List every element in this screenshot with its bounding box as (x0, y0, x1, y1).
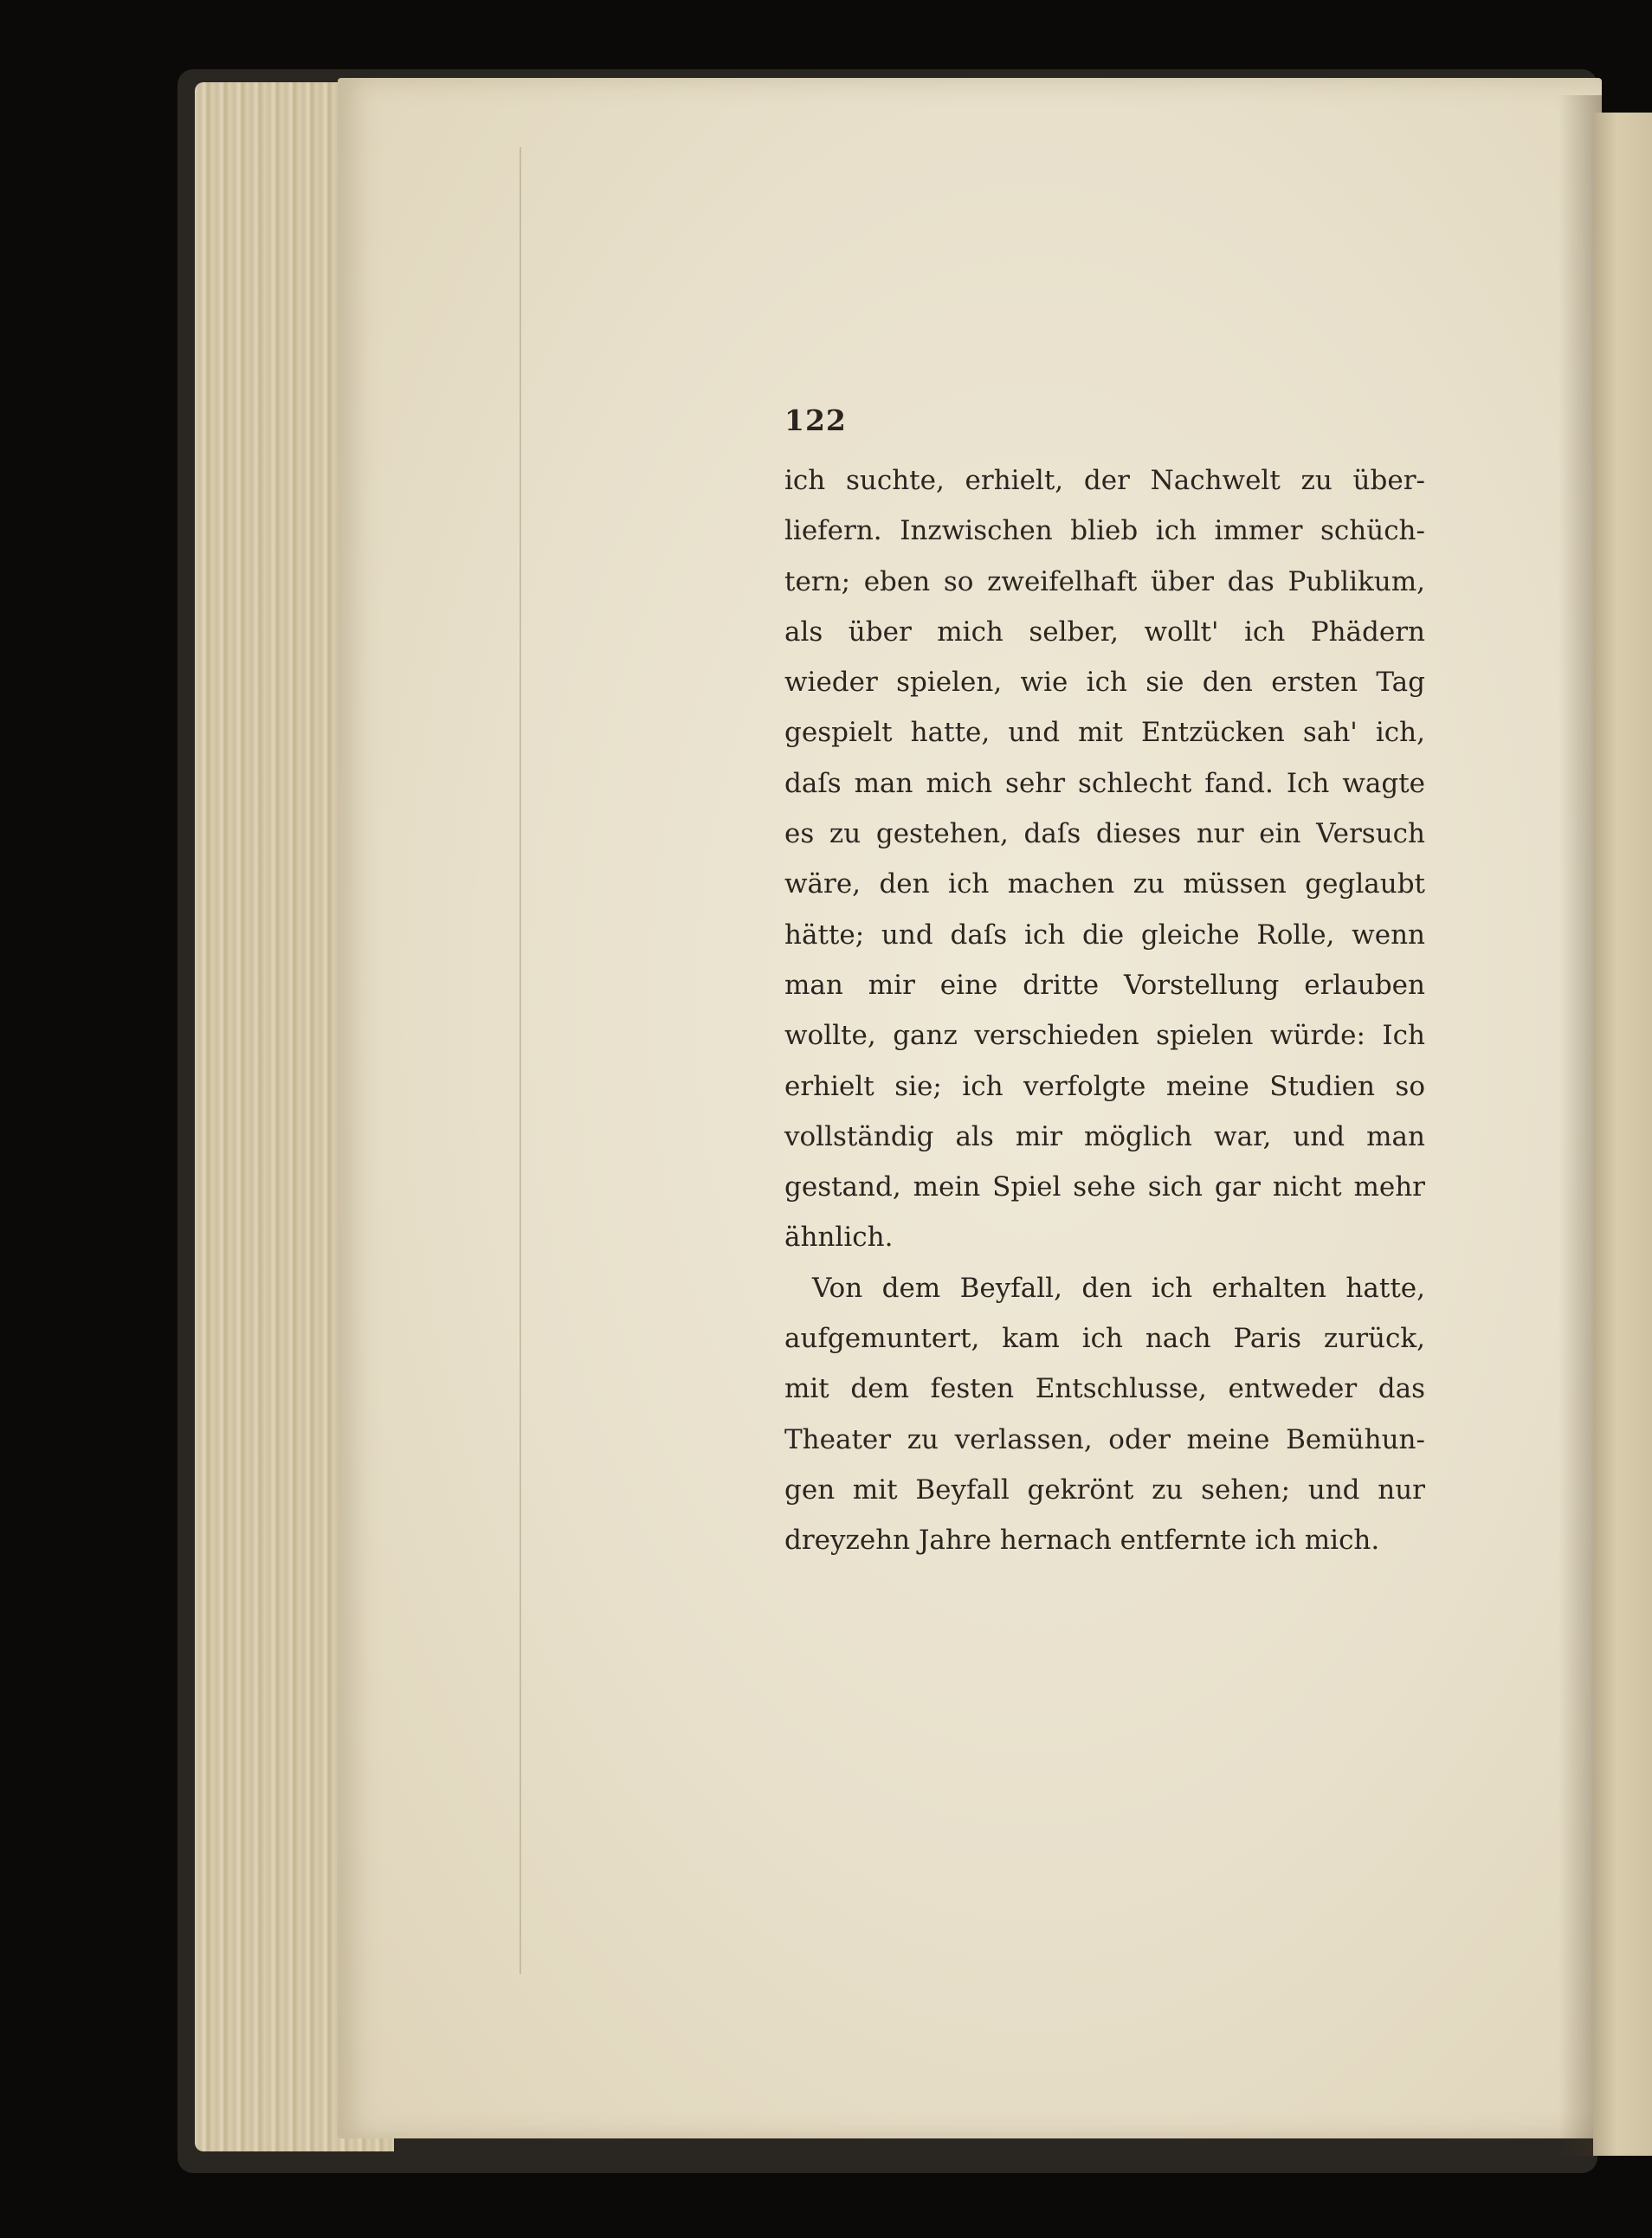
text-line: wollte, ganz verschieden spielen würde: Ich (784, 1020, 1425, 1052)
text-line: vollständig als mir möglich war, und man (784, 1120, 1425, 1152)
text-line: Theater zu verlassen, oder meine Bemühun- (784, 1423, 1425, 1455)
text-line: wieder spielen, wie ich sie den ersten Tag (784, 667, 1425, 699)
facing-page-edge (1593, 113, 1652, 2156)
page-fold-line (519, 147, 521, 1974)
text-line: aufgemuntert, kam ich nach Paris zurück, (784, 1323, 1425, 1355)
text-line: hätte; und daſs ich die gleiche Rolle, wenn (784, 919, 1425, 951)
text-line: man mir eine dritte Vorstellung erlauben (784, 969, 1425, 1001)
text-line: mit dem festen Entschlusse, entweder das (784, 1373, 1425, 1405)
text-line: ich suchte, erhielt, der Nachwelt zu über- (784, 465, 1425, 496)
text-line: gen mit Beyfall gekrönt zu sehen; und nur (784, 1474, 1425, 1506)
text-line: daſs man mich sehr schlecht fand. Ich wagte (784, 767, 1425, 799)
paragraph-2 (784, 1263, 1425, 1566)
text-line: gespielt hatte, und mit Entzücken sah' ich, (784, 717, 1425, 749)
paragraph-1 (784, 455, 1425, 1263)
text-line: liefern. Inzwischen blieb ich immer schüch- (784, 515, 1425, 547)
text-line: wäre, den ich machen zu müssen geglaubt (784, 868, 1425, 900)
page-number: 122 (784, 403, 847, 437)
text-line: ähnlich. (784, 1222, 894, 1254)
text-block (784, 397, 1425, 1566)
text-line: Von dem Beyfall, den ich erhalten hatte, (812, 1272, 1425, 1304)
text-line: erhielt sie; ich verfolgte meine Studien so (784, 1070, 1425, 1102)
text-line: als über mich selber, wollt' ich Phädern (784, 616, 1425, 648)
text-line: es zu gestehen, daſs dieses nur ein Versuch (784, 818, 1425, 850)
text-line: dreyzehn Jahre hernach entfernte ich mich. (784, 1525, 1380, 1557)
text-line: gestand, mein Spiel sehe sich gar nicht mehr (784, 1171, 1425, 1203)
text-line: tern; eben so zweifelhaft über das Publikum, (784, 565, 1425, 597)
